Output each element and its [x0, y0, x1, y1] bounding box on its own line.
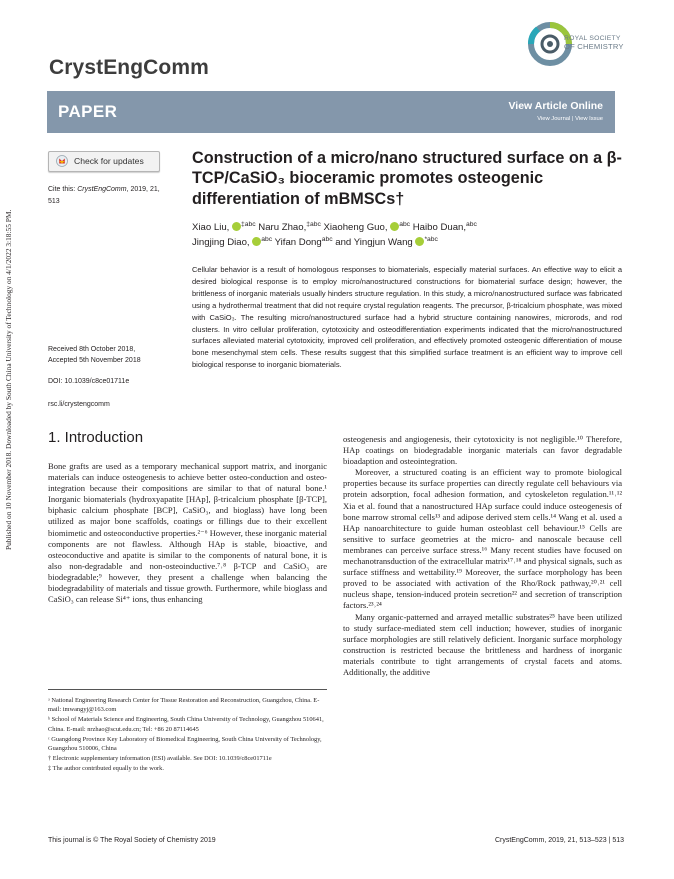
paragraph: Many organic-patterned and arrayed metallic substrates²⁵ have been utilized to study surface-mediated stem cell induction; however, studies of inorganic surface morphologies are still relatively deficient. Inorganic surface morphology construction is restricted because the brittleness and hardness of inorganic materials contribute to tight arrangements of crystal facets and atoms. Additionally, the additive	[343, 611, 622, 677]
footnote-divider	[48, 689, 327, 690]
footnote: † Electronic supplementary information (ESI) available. See DOI: 10.1039/c8ce01711e	[48, 755, 272, 763]
orcid-icon[interactable]	[390, 222, 399, 231]
journal-issue-links: View Journal | View Issue	[537, 116, 603, 122]
article-title: Construction of a micro/nano structured surface on a β-TCP/CaSiO₃ bioceramic promotes osteogenic differentiation of mBMSCs†	[192, 149, 622, 208]
author-name: Haibo Duan,	[410, 222, 467, 233]
received-date: Received 8th October 2018,	[48, 346, 136, 353]
footnote: ᵃ National Engineering Research Center for Tissue Restoration and Reconstruction, Guangzhou, China. E-mail: imwangyj@163.com	[48, 697, 320, 714]
article-type-banner	[47, 91, 615, 133]
journal-name[interactable]: CrystEngComm	[49, 56, 209, 79]
abstract: Cellular behavior is a result of homologous responses to biomaterials, especially material surfaces. An effective way to elicit a desired biological response is to employ micro/nanostructured constructions for biomaterial surface design; however, the brittleness of inorganic materials usually hinders structure regulation. In this study, a micro/nanostructured surface was fabricated using a hydrothermal treatment that did not require crystal regulation reagents. The precursor, β-tricalcium phosphate, was mixed with CaSiO₃. The resulting micro/nanostructured surface had a hybrid structure containing nanowires, microrods, and rod clusters. In vitro cellular proliferation, cytotoxicity and osteodifferentiation experiments indicated that the micro/nanostructured surfaces alleviated material cytotoxicity, improved cell proliferation, and effectively promoted osteogenic differentiation of mouse bone mesenchymal stem cells. These results suggest that this simplified surface treatment is an efficient way to improve cell biological response to inorganic biomaterials.	[192, 265, 622, 370]
citation: Cite this: CrystEngComm, 2019, 21, 513	[48, 186, 160, 205]
copyright-footer: This journal is © The Royal Society of Chemistry 2019	[48, 837, 216, 844]
check-for-updates-button[interactable]	[48, 151, 160, 172]
view-journal-link[interactable]: View Journal	[537, 116, 571, 122]
intro-left-column	[48, 461, 327, 605]
author-name: Jingjing Diao,	[192, 237, 250, 248]
crossmark-icon	[56, 155, 68, 167]
paragraph: osteogenesis and angiogenesis, their cytotoxicity is not negligible.¹⁰ Therefore, HAp coatings on biodegradable inorganic materials can favor degradable bioadaption and osteointegration.	[343, 434, 622, 467]
doi[interactable]: DOI: 10.1039/c8ce01711e	[48, 378, 130, 385]
author-list: Xiao Liu, $^{\ddagger abc}$ Naru Zhao,$^{\ddagger abc}$ Xiaoheng Guo, $^{abc}$ Haibo Duan,$^{abc}$ Jingjing Diao, $^{abc}$ Yifan Dong$^{abc}$ and Yingjun Wang $^{*abc}$	[192, 220, 477, 248]
author-name: Naru Zhao,	[255, 222, 307, 233]
orcid-icon[interactable]	[252, 237, 261, 246]
accepted-date: Accepted 5th November 2018	[48, 357, 141, 364]
paragraph: Bone grafts are used as a temporary mechanical support matrix, and inorganic materials can induce osteogenesis to achieve better osteo-conduction and osteo-integration because their compositions are similar to that of natural bone.¹ Inorganic biomaterials (hydroxyapatite [HAp], β-tricalcium phosphate [β-TCP], biphasic calcium phosphate [BCP], CaSiO₃, and bioglass) have long been utilized as major bone scaffolds, coatings or fillings due to their excellent biomimetic and osteoconductive properties.²⁻⁶ However, these inorganic material components are not flawless. Although HAp is stable, bioactive, and osteoconductive and apatite is similar to the components of natural bone, it is also non-degradable and non-osteoinductive.⁷˒⁸ β-TCP and CaSiO₃ are biodegradable;⁹ however, they present a challenge when balancing the biodegradability of materials and tissue growth. Furthermore, while bioglass and CaSiO₃ can release Si⁴⁺ ions, thus enhancing	[48, 461, 327, 605]
page-footer: CrystEngComm, 2019, 21, 513–523 | 513	[494, 837, 624, 844]
author-name: Yifan Dong	[272, 237, 322, 248]
affiliation-footnotes	[48, 696, 327, 775]
footnote: ‡ The author contributed equally to the work.	[48, 765, 164, 773]
download-notice: Published on 10 November 2018. Downloaded by South China University of Technology on 4/1/2022 3:18:55 PM.	[4, 209, 13, 550]
footnote: ᵇ School of Materials Science and Engineering, South China University of Technology, Guangzhou 510641, China. E-mail: nrzhao@scut.edu.cn; Tel: +86 20 87114645	[48, 716, 324, 733]
view-article-online-link[interactable]: View Article Online	[508, 100, 603, 112]
author-name: and Yingjun Wang	[332, 237, 413, 248]
author-name: Xiaoheng Guo,	[320, 222, 388, 233]
section-heading: 1. Introduction	[48, 429, 144, 446]
article-type-label: PAPER	[58, 102, 118, 121]
journal-link[interactable]: rsc.li/crystengcomm	[48, 401, 110, 408]
rsc-logo-text: ROYAL SOCIETY OF CHEMISTRY	[564, 35, 624, 51]
view-issue-link[interactable]: View Issue	[575, 116, 603, 122]
rsc-logo[interactable]	[528, 16, 638, 76]
orcid-icon[interactable]	[232, 222, 241, 231]
footnote: ᶜ Guangdong Province Key Laboratory of Biomedical Engineering, South China University of Technology, Guangzhou 510006, China	[48, 735, 322, 753]
author-name: Xiao Liu,	[192, 222, 230, 233]
intro-right-column	[343, 434, 622, 678]
paragraph: Moreover, a structured coating is an efficient way to promote biological properties because its surface properties can directly regulate cell behaviours via protein adsorption, focal adhesion formation, and cytoskeleton regulation.¹¹˒¹² Xia et al. found that a nanostructured HAp surface could induce osteogenesis of bone marrow stromal cells¹³ and adipose derived stem cells.¹⁴ Wang et al. used a HAp nanoarchitecture to guide human osteoblast cell behaviour.¹⁵ Cells are sensitive to surface geometries at the micro- and nanoscale because cell membranes can perceive surface stress.¹⁶ Many recent studies have focused on mechanotransduction of the extracellular matrix¹⁷˒¹⁸ and physical signals, such as surface stiffness and wettability.¹⁹ Moreover, the surface morphology has been proved to be associated with activation of the Rho/Rock pathway,²⁰˒²¹ cell nucleus shape, tension-induced protein secretion²² and secretion of transcription factors.²³˒²⁴	[343, 467, 622, 611]
check-for-updates-label: Check for updates	[74, 156, 144, 166]
